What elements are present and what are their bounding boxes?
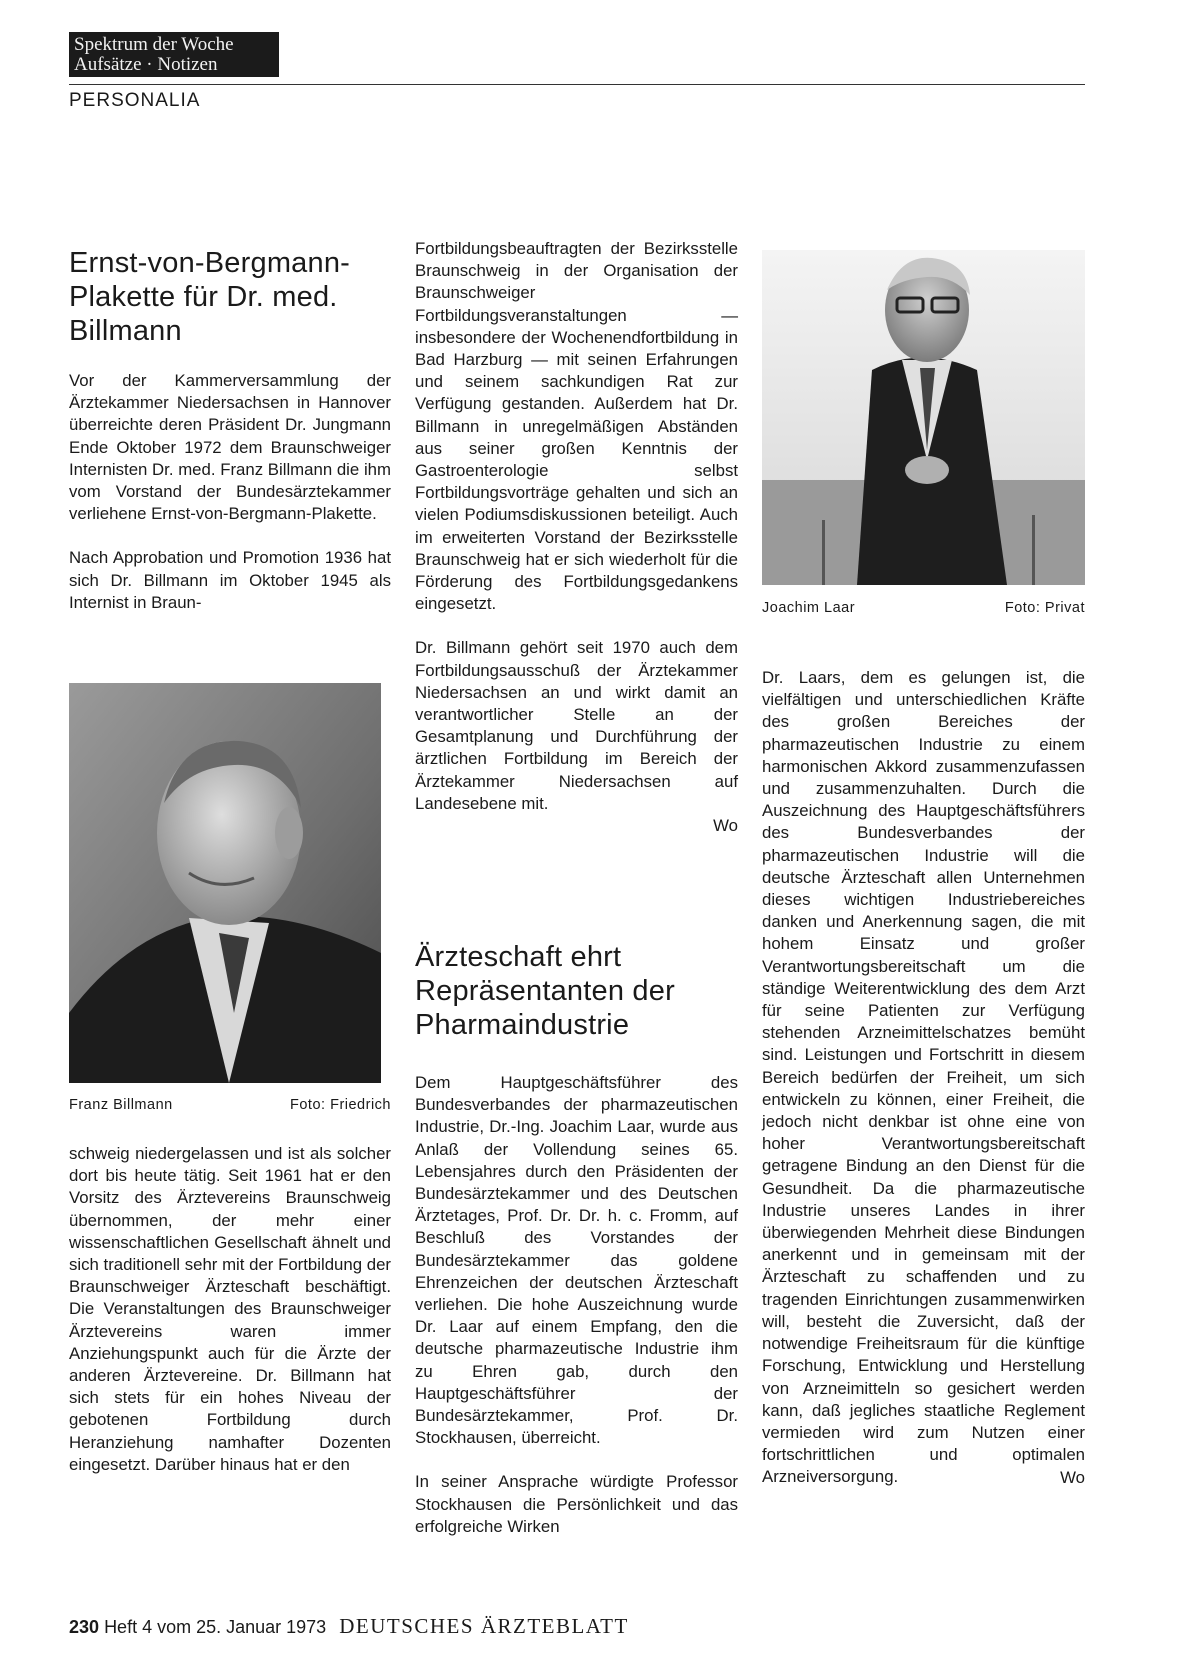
article-2-title: Ärzteschaft ehrt Repräsentanten der Pharmaindustrie (415, 941, 675, 1041)
article-2-paragraph-2b: Dr. Laars, dem es gelungen ist, die vielfältigen und unterschiedlichen Kräfte des großen Bereiches der pharmazeutischen Industrie zu einem harmonischen Akkord zusammenzufassen und zusammenzuhalten. Durch die Auszeichnung des Hauptgeschäftsführers des Bundesverbandes der pharmazeutischen Industrie will die deutsche Ärzteschaft allen Unternehmen dieses wichtigen Industriebereiches danken und Anerkennung sagen, die mit hohem Einsatz und großer Verantwortungsbereitschaft um die ständige Weiterentwicklung des dem Arzt für seine Patienten zur Verfügung stehenden Arzneimittelschatzes bemüht sind. Leistungen und Fortschritt in diesem Bereich bedürfen der Freiheit, um sich entwickeln zu können, einer Freiheit, die jedoch nicht denkbar ist ohne eine von hoher Verantwortungsbereitschaft getragene Bindung an den Dienst für die Gesundheit. Da die pharmazeutische Industrie unseres Landes in ihrer überwiegenden Mehrheit diese Bindungen anerkennt und in gemeinsam mit der Ärzteschaft zu schaffenden und zu tragenden Einrichtungen zusammenwirken will, besteht die Zuversicht, daß der notwendige Freiheitsraum für die künftige Forschung, Entwicklung und Herstellung von Arzneimitteln so gesichert werden kann, daß jegliches staatliche Reglement vermieden wird zum Nutzen einer fortschrittlichen und optimalen Arzneiversorgung. (762, 668, 1085, 1487)
article-1-paragraph-2c: Fortbildungsbeauftragten der Bezirksstelle Braunschweig in der Organisation der Braunschweiger Fortbildungsveranstaltungen — insbesondere der Wochenendfortbildung in Bad Harzburg — mit seinen Erfahrungen und seinem sachkundigen Rat zur Verfügung gestanden. Außerdem hat Dr. Billmann in unregelmäßigen Abständen aus seiner großen Kenntnis der Gastroenterologie selbst Fortbildungsvorträge gehalten und sich an vielen Podiumsdiskussionen beteiligt. Auch im erweiterten Vorstand der Bezirksstelle Braunschweig hat er sich wiederholt für die Förderung des Fortbildungsgedankens eingesetzt. (415, 239, 738, 614)
article-1-paragraph-3: Dr. Billmann gehört seit 1970 auch dem Fortbildungsausschuß der Ärztekammer Niedersachsen an und wirkt damit an verantwortlicher Stelle an der Gesamtplanung und Durchführung der ärztlichen Fortbildung im Bereich der Ärztekammer Niedersachsen auf Landesebene mit. (415, 638, 738, 813)
section-tag (69, 32, 279, 77)
section-tag-line-1: Spektrum der Woche (74, 34, 234, 55)
article-2-paragraph-2a: In seiner Ansprache würdigte Professor Stockhausen die Persönlichkeit und das erfolgreiche Wirken (415, 1472, 738, 1536)
portrait-billmann-image (69, 683, 381, 1083)
photo-caption-laar (762, 600, 1085, 616)
photo-joachim-laar (762, 250, 1085, 585)
page-number: 230 (69, 1617, 100, 1637)
article-1-paragraph-2a: Nach Approbation und Promotion 1936 hat sich Dr. Billmann im Oktober 1945 als Internist in Braun- (69, 548, 391, 612)
column-1-bottom (69, 1143, 391, 1498)
column-3-text (762, 667, 1085, 1489)
portrait-laar-image (762, 250, 1085, 585)
photo-caption-name: Franz Billmann (69, 1097, 173, 1113)
article-2-paragraph-1: Dem Hauptgeschäftsführer des Bundesverbandes der pharmazeutischen Industrie, Dr.-Ing. Joachim Laar, wurde aus Anlaß der Vollendung seines 65. Lebensjahres durch den Präsidenten der Bundesärztekammer und des Deutschen Ärztetages, Prof. Dr. Dr. h. c. Fromm, auf Beschluß des Vorstandes der Bundesärztekammer das goldene Ehrenzeichen der deutschen Ärzteschaft verliehen. Die hohe Auszeichnung wurde Dr. Laar auf einem Empfang, den die deutsche pharmazeutische Industrie ihm zu Ehren gab, durch den Hauptgeschäftsführer der Bundesärztekammer, Prof. Dr. Stockhausen, überreicht. (415, 1073, 738, 1448)
article-1-signoff (415, 815, 738, 837)
photo-caption-billmann (69, 1097, 391, 1113)
photo-franz-billmann (69, 683, 381, 1083)
page-footer (69, 1614, 629, 1639)
header-rule (69, 84, 1085, 85)
column-1-top (69, 246, 391, 636)
photo-caption-name: Joachim Laar (762, 600, 856, 616)
article-1-paragraph-2b: schweig niedergelassen und ist als solcher dort bis heute tätig. Seit 1961 hat er den Vorsitz des Ärztevereins Braunschweig übernommen, der mehr einer wissenschaftlichen Gesellschaft ähnelt und sich traditionell sehr mit der Fortbildung der Braunschweiger Ärzteschaft beschäftigt. Die Veranstaltungen des Braunschweiger Ärztevereins waren immer Anziehungspunkt auch für die Ärzte der anderen Ärztevereine. Dr. Billmann hat sich stets für ein hohes Niveau der gebotenen Fortbildung durch Heranziehung namhafter Dozenten eingesetzt. Darüber hinaus hat er den (69, 1144, 391, 1474)
photo-credit: Foto: Friedrich (290, 1097, 391, 1113)
photo-credit: Foto: Privat (1004, 600, 1085, 616)
article-2-signature: Wo (1060, 1467, 1085, 1487)
issue-info: Heft 4 vom 25. Januar 1973 (104, 1617, 327, 1637)
section-label: PERSONALIA (69, 90, 201, 111)
section-tag-line-2: Aufsätze · Notizen (74, 54, 218, 75)
column-2-top (415, 238, 738, 837)
article-1-title: Ernst-von-Bergmann-Plakette für Dr. med. Billmann (69, 247, 351, 347)
column-2-bottom (415, 940, 738, 1560)
article-1-signature: Wo (713, 816, 738, 836)
magazine-name: DEUTSCHES ÄRZTEBLATT (339, 1614, 629, 1638)
article-1-paragraph-1: Vor der Kammerversammlung der Ärztekammer Niedersachsen in Hannover überreichte deren Präsident Dr. Jungmann Ende Oktober 1972 dem Braunschweiger Internisten Dr. med. Franz Billmann die ihm vom Vorstand der Bundesärztekammer verliehene Ernst-von-Bergmann-Plakette. (69, 371, 391, 524)
